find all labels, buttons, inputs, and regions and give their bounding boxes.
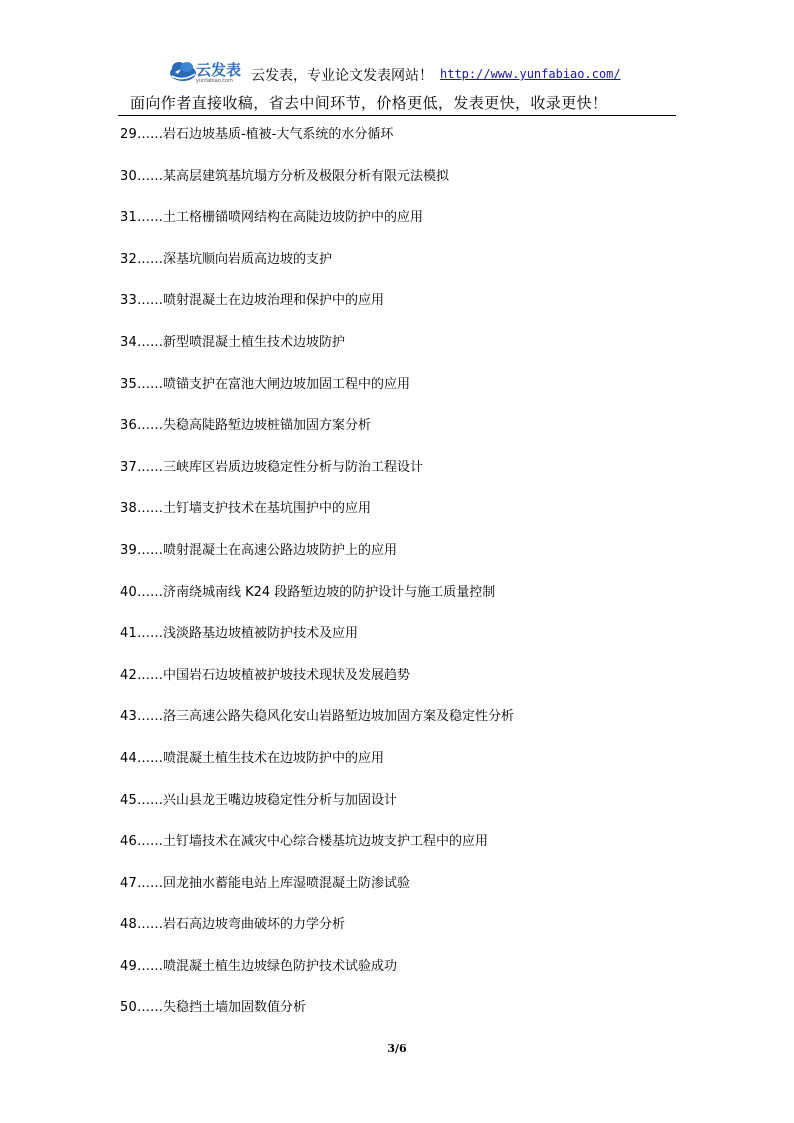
- item-title: 济南绕城南线 K24 段路堑边坡的防护设计与施工质量控制: [162, 584, 496, 600]
- item-number: 30: [120, 168, 137, 184]
- list-item: [120, 334, 680, 376]
- item-title: 中国岩石边坡植被护坡技术现状及发展趋势: [162, 667, 410, 683]
- cloud-icon: [168, 58, 198, 84]
- item-number: 41: [120, 626, 137, 642]
- item-separator: ……: [136, 792, 163, 808]
- list-item: [120, 417, 680, 459]
- item-number: 34: [120, 334, 137, 350]
- list-item: [120, 916, 680, 958]
- item-number: 36: [120, 418, 137, 434]
- item-number: 31: [120, 210, 137, 226]
- item-title: 土工格栅锚喷网结构在高陡边坡防护中的应用: [162, 210, 423, 226]
- page-number: 3/6: [387, 1042, 407, 1055]
- list-item: [120, 459, 680, 501]
- list-item: [120, 750, 680, 792]
- item-title: 失稳高陡路堑边坡桩锚加固方案分析: [162, 418, 371, 434]
- header-divider: [118, 115, 676, 116]
- yunfabiao-logo[interactable]: [168, 58, 240, 90]
- list-item: [120, 999, 680, 1041]
- item-title: 土钉墙技术在减灾中心综合楼基坑边坡支护工程中的应用: [162, 834, 488, 850]
- item-number: 33: [120, 293, 137, 309]
- item-number: 29: [120, 127, 137, 142]
- site-tagline: 云发表，专业论文发表网站！: [251, 68, 433, 84]
- item-number: 48: [120, 917, 137, 933]
- item-number: 39: [120, 542, 137, 558]
- item-separator: ……: [136, 584, 163, 600]
- item-separator: ……: [136, 418, 163, 434]
- item-title: 新型喷混凝土植生技术边坡防护: [162, 334, 345, 350]
- list-item: [120, 584, 680, 626]
- item-title: 土钉墙支护技术在基坑围护中的应用: [162, 501, 371, 517]
- list-item: [120, 875, 680, 917]
- list-item: [120, 792, 680, 834]
- item-title: 三峡库区岩质边坡稳定性分析与防治工程设计: [162, 459, 423, 475]
- page-header: [118, 58, 678, 116]
- list-item: [120, 251, 680, 293]
- list-item: [120, 708, 680, 750]
- list-item: [120, 958, 680, 1000]
- list-item: [120, 500, 680, 542]
- item-separator: ……: [136, 459, 163, 475]
- item-title: 岩石边坡基质-植被-大气系统的水分循环: [162, 127, 394, 142]
- item-title: 喷射混凝土在边坡治理和保护中的应用: [162, 293, 384, 309]
- item-separator: ……: [136, 709, 163, 725]
- list-item: [120, 168, 680, 210]
- item-title: 某高层建筑基坑塌方分析及极限分析有限元法模拟: [162, 168, 449, 184]
- article-list: [120, 126, 680, 1041]
- item-title: 回龙抽水蓄能电站上库湿喷混凝土防渗试验: [162, 875, 410, 891]
- item-title: 喷射混凝土在高速公路边坡防护上的应用: [162, 542, 397, 558]
- item-title: 喷混凝土植生边坡绿色防护技术试验成功: [162, 958, 397, 974]
- item-number: 50: [120, 1000, 137, 1016]
- item-title: 失稳挡土墙加固数值分析: [162, 1000, 306, 1016]
- item-number: 46: [120, 834, 137, 850]
- item-number: 35: [120, 376, 137, 392]
- item-separator: ……: [136, 251, 163, 267]
- item-number: 44: [120, 750, 137, 766]
- list-item: [120, 292, 680, 334]
- item-number: 37: [120, 459, 137, 475]
- item-title: 洛三高速公路失稳风化安山岩路堑边坡加固方案及稳定性分析: [162, 709, 514, 725]
- logo-text: 云发表: [196, 61, 242, 79]
- item-separator: ……: [136, 376, 163, 392]
- item-separator: ……: [136, 626, 163, 642]
- site-url-link[interactable]: http://www.yunfabiao.com/: [440, 67, 621, 81]
- item-number: 47: [120, 875, 137, 891]
- item-title: 兴山县龙王嘴边坡稳定性分析与加固设计: [162, 792, 397, 808]
- list-item: [120, 833, 680, 875]
- item-separator: ……: [136, 750, 163, 766]
- list-item: [120, 376, 680, 418]
- item-number: 42: [120, 667, 137, 683]
- logo-subtext: yunfabiao.com: [196, 78, 233, 84]
- item-title: 深基坑顺向岩质高边坡的支护: [162, 251, 332, 267]
- item-separator: ……: [136, 334, 163, 350]
- item-separator: ……: [136, 1000, 163, 1016]
- item-number: 49: [120, 958, 137, 974]
- item-number: 32: [120, 251, 137, 267]
- item-separator: ……: [136, 667, 163, 683]
- item-title: 喷锚支护在富池大闸边坡加固工程中的应用: [162, 376, 410, 392]
- item-separator: ……: [136, 958, 163, 974]
- list-item: [120, 667, 680, 709]
- item-title: 岩石高边坡弯曲破坏的力学分析: [162, 917, 345, 933]
- item-title: 浅淡路基边坡植被防护技术及应用: [162, 626, 358, 642]
- list-item: [120, 542, 680, 584]
- list-item: [120, 625, 680, 667]
- site-slogan: 面向作者直接收稿，省去中间环节，价格更低，发表更快，收录更快！: [130, 94, 608, 112]
- item-number: 40: [120, 584, 137, 600]
- item-number: 43: [120, 709, 137, 725]
- list-item: [120, 126, 680, 168]
- item-separator: ……: [136, 917, 163, 933]
- item-title: 喷混凝土植生技术在边坡防护中的应用: [162, 750, 384, 766]
- list-item: [120, 209, 680, 251]
- item-number: 38: [120, 501, 137, 517]
- item-separator: ……: [136, 168, 163, 184]
- item-separator: ……: [136, 875, 163, 891]
- item-number: 45: [120, 792, 137, 808]
- item-separator: ……: [136, 501, 163, 517]
- item-separator: ……: [136, 293, 163, 309]
- item-separator: ……: [136, 210, 163, 226]
- item-separator: ……: [136, 834, 163, 850]
- item-separator: ……: [136, 127, 163, 142]
- item-separator: ……: [136, 542, 163, 558]
